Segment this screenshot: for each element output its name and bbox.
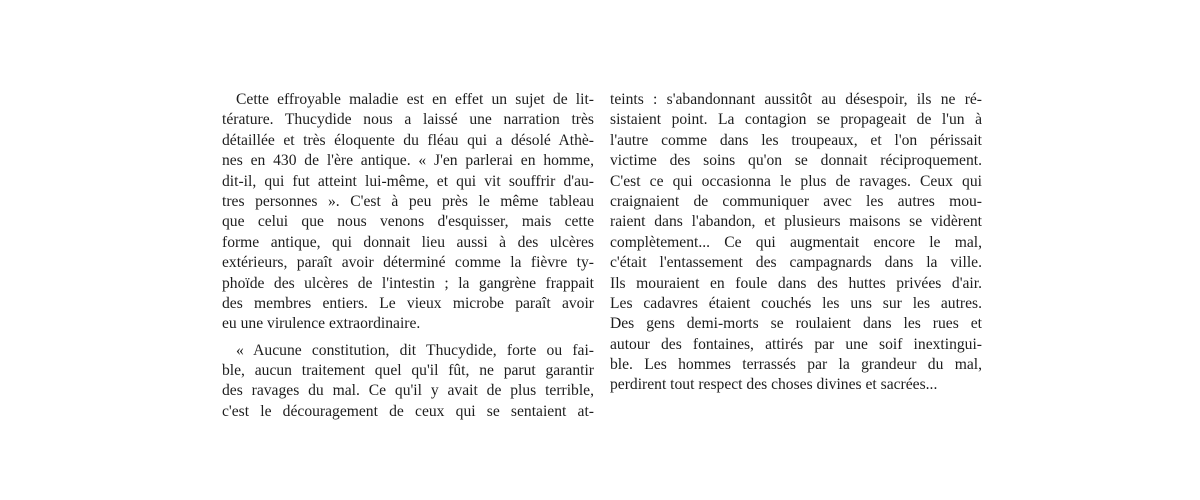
text-line: forme antique, qui donnait lieu aussi à des ulcères	[222, 233, 594, 251]
paragraph-2	[222, 341, 594, 423]
text-line: Des gens demi-morts se roulaient dans les rues et	[610, 315, 982, 333]
text-line: raient dans l'abandon, et plusieurs maisons se vidèrent	[610, 213, 982, 231]
text-line: complètement... Ce qui augmentait encore le mal,	[610, 233, 982, 251]
text-line: dit-il, qui fut atteint lui-même, et qui vit souffrir d'au-	[222, 172, 594, 190]
text-line: ble. Les hommes terrassés par la grandeur du mal,	[610, 356, 982, 374]
text-line: eu une virulence extraordinaire.	[222, 315, 421, 333]
text-line: térature. Thucydide nous a laissé une narration très	[222, 111, 594, 129]
text-line: des membres entiers. Le vieux microbe paraît avoir	[222, 294, 594, 312]
text-line: victime des soins qu'on se donnait réciproquement.	[610, 152, 982, 170]
text-line: l'autre comme dans les troupeaux, et l'on périssait	[610, 131, 982, 149]
right-column	[610, 90, 982, 396]
text-line: ble, aucun traitement quel qu'il fût, ne parut garantir	[222, 362, 594, 380]
text-line: tres personnes ». C'est à peu près le même tableau	[222, 192, 594, 210]
paragraph-1	[222, 90, 594, 335]
text-line: extérieurs, paraît avoir déterminé comme la fièvre ty-	[222, 254, 594, 272]
text-line: C'est ce qui occasionna le plus de ravages. Ceux qui	[610, 172, 982, 190]
text-line: autour des fontaines, attirés par une soif inextingui-	[610, 335, 982, 353]
text-line: Cette effroyable maladie est en effet un sujet de lit-	[236, 91, 594, 108]
text-line: Les cadavres étaient couchés les uns sur les autres.	[610, 294, 982, 312]
text-line: nes en 430 de l'ère antique. « J'en parlerai en homme,	[222, 152, 594, 170]
text-line: détaillée et très éloquente du fléau qui a désolé Athè-	[222, 131, 594, 149]
text-line: craignaient de communiquer avec les autres mou-	[610, 192, 982, 210]
text-line: « Aucune constitution, dit Thucydide, forte ou fai-	[236, 341, 594, 359]
text-line: Ils mouraient en foule dans des huttes privées d'air.	[610, 274, 982, 292]
text-line: perdirent tout respect des choses divines et sacrées...	[610, 376, 938, 394]
text-line: c'est le découragement de ceux qui se sentaient at-	[222, 402, 594, 420]
text-line: sistaient point. La contagion se propageait de l'un à	[610, 111, 982, 129]
text-line: phoïde des ulcères de l'intestin ; la gangrène frappait	[222, 274, 594, 292]
text-line: des ravages du mal. Ce qu'il y avait de plus terrible,	[222, 382, 594, 400]
text-line: que celui que nous venons d'esquisser, mais cette	[222, 213, 594, 231]
text-line: teints : s'abandonnant aussitôt au désespoir, ils ne ré-	[610, 91, 982, 108]
left-column	[222, 90, 594, 422]
text-line: c'était l'entassement des campagnards dans la ville.	[610, 254, 982, 272]
